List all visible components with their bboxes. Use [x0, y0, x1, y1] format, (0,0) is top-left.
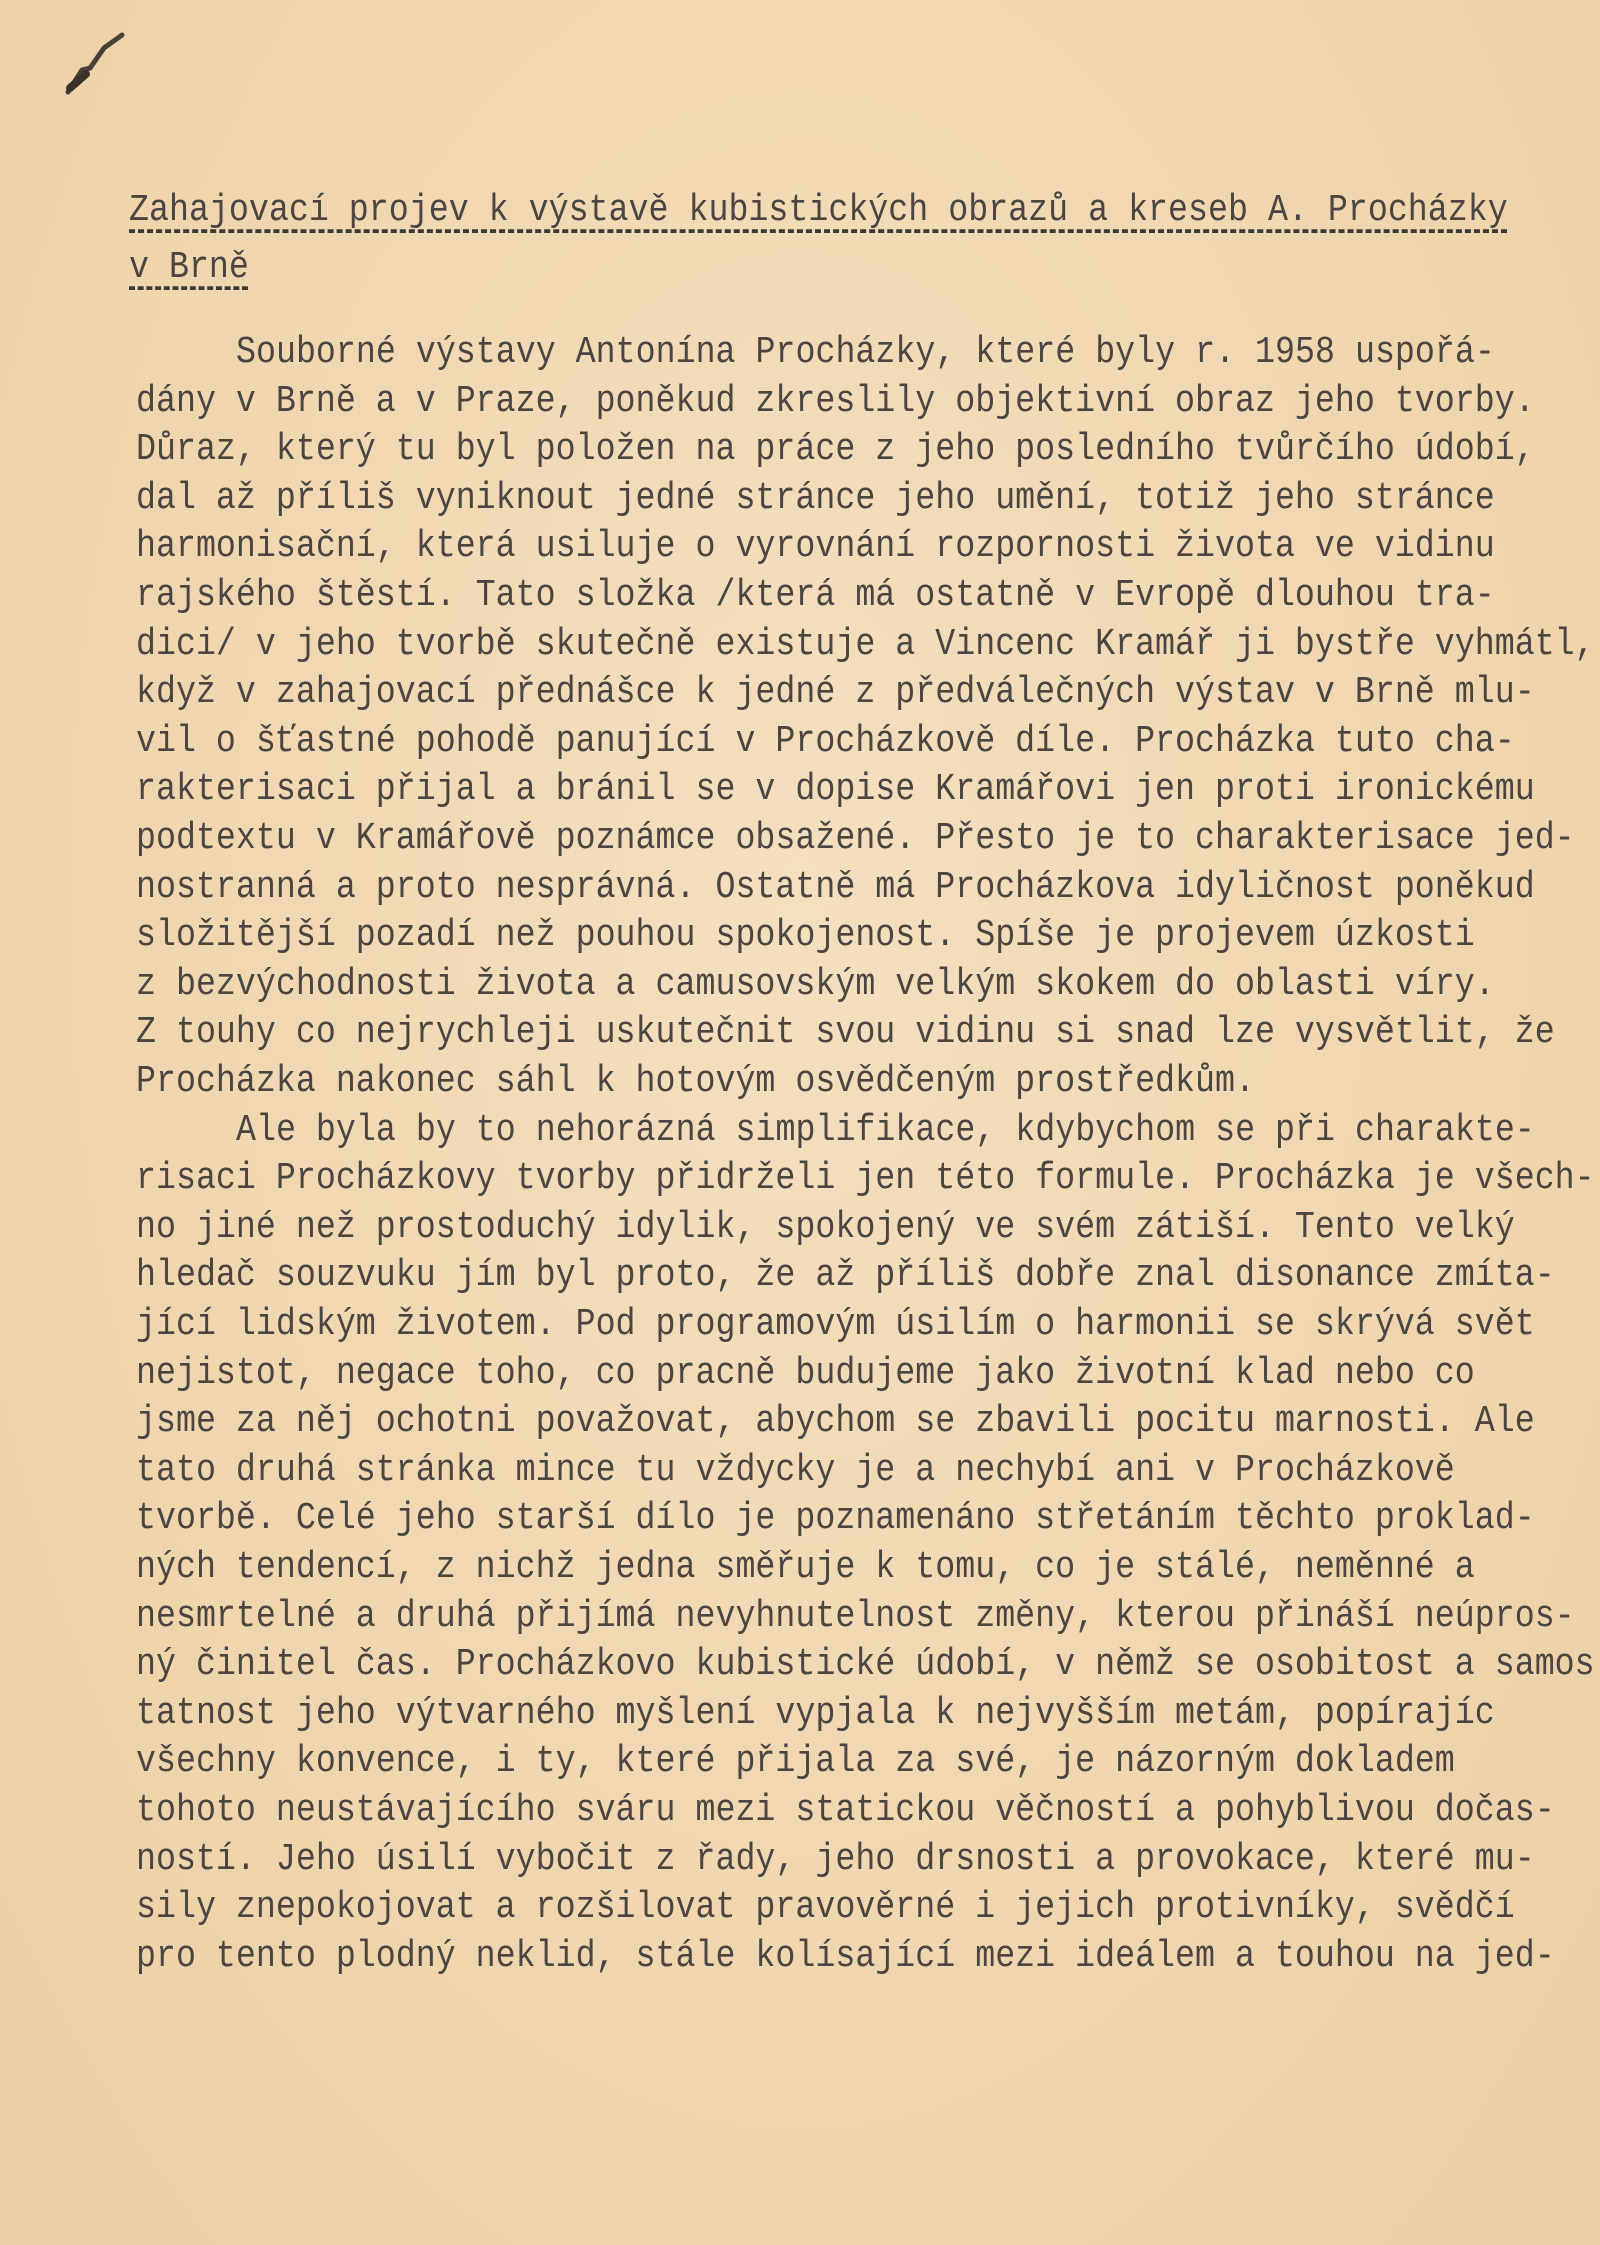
paragraph-2-line: risaci Procházkovy tvorby přidrželi jen této formule. Procházka je všech-	[136, 1156, 1595, 1200]
paragraph-2-line: pro tento plodný neklid, stále kolísající mezi ideálem a touhou na jed-	[136, 1933, 1555, 1978]
paragraph-1-line: z bezvýchodnosti života a camusovským velkým skokem do oblasti víry.	[136, 961, 1495, 1006]
paragraph-2-line: všechny konvence, i ty, které přijala za své, je názorným dokladem	[136, 1739, 1455, 1784]
paragraph-1-line: Důraz, který tu byl položen na práce z jeho posledního tvůrčího údobí,	[136, 427, 1535, 471]
paragraph-1-line: dal až příliš vyniknout jedné stránce jeho umění, totiž jeho stránce	[136, 475, 1495, 520]
pencil-mark-icon	[60, 30, 150, 105]
paragraph-2-line: no jiné než prostoduchý idylik, spokojený ve svém zátiší. Tento velký	[136, 1204, 1515, 1249]
paragraph-1-line: dány v Brně a v Praze, poněkud zkreslily objektivní obraz jeho tvorby.	[136, 378, 1535, 423]
paragraph-2-line: tatnost jeho výtvarného myšlení vypjala k nejvyšším metám, popírajíc	[136, 1690, 1495, 1735]
document-title-line-1: Zahajovací projev k výstavě kubistických obrazů a kreseb A. Procházky	[129, 188, 1508, 232]
paragraph-2-line: sily znepokojovat a rozšilovat pravověrné i jejich protivníky, svědčí	[136, 1885, 1515, 1929]
paragraph-2-line: Ale byla by to nehorázná simplifikace, kdybychom se při charakte-	[236, 1107, 1535, 1152]
paragraph-1-line: vil o šťastné pohodě panující v Procházkově díle. Procházka tuto cha-	[136, 718, 1515, 763]
paragraph-2-line: jící lidským životem. Pod programovým úsilím o harmonii se skrývá svět	[136, 1302, 1535, 1346]
paragraph-2-line: ností. Jeho úsilí vybočit z řady, jeho drsnosti a provokace, které mu-	[136, 1836, 1535, 1881]
paragraph-2-line: ný činitel čas. Procházkovo kubistické údobí, v němž se osobitost a samos	[136, 1642, 1595, 1686]
paragraph-2-line: nesmrtelné a druhá přijímá nevyhnutelnost změny, kterou přináší neúpros-	[136, 1593, 1575, 1638]
paragraph-2-line: tvorbě. Celé jeho starší dílo je poznamenáno střetáním těchto proklad-	[136, 1496, 1535, 1541]
paragraph-1-line: složitější pozadí než pouhou spokojenost. Spíše je projevem úzkosti	[136, 913, 1475, 957]
paragraph-1-line: dici/ v jeho tvorbě skutečně existuje a Vincenc Kramář ji bystře vyhmátl,	[136, 621, 1595, 666]
paragraph-2-line: tato druhá stránka mince tu vždycky je a nechybí ani v Procházkově	[136, 1447, 1455, 1492]
paragraph-1-line: podtextu v Kramářově poznámce obsažené. Přesto je to charakterisace jed-	[136, 816, 1575, 860]
paragraph-1-line: rakterisaci přijal a bránil se v dopise Kramářovi jen proti ironickému	[136, 767, 1535, 812]
paragraph-2-line: hledač souzvuku jím byl proto, že až příliš dobře znal disonance zmíta-	[136, 1253, 1555, 1298]
paragraph-1-line: nostranná a proto nesprávná. Ostatně má Procházkova idyličnost poněkud	[136, 864, 1535, 909]
paragraph-1-line: harmonisační, která usiluje o vyrovnání rozpornosti života ve vidinu	[136, 524, 1495, 569]
paragraph-1-line: Z touhy co nejrychleji uskutečnit svou vidinu si snad lze vysvětlit, že	[136, 1010, 1555, 1055]
paragraph-1-line: rajského štěstí. Tato složka /která má ostatně v Evropě dlouhou tra-	[136, 573, 1495, 617]
paragraph-2-line: tohoto neustávajícího sváru mezi statickou věčností a pohyblivou dočas-	[136, 1788, 1555, 1832]
document-title-line-2: v Brně	[129, 245, 249, 289]
paragraph-1-line: Souborné výstavy Antonína Procházky, které byly r. 1958 uspořá-	[236, 330, 1495, 374]
paragraph-2-line: ných tendencí, z nichž jedna směřuje k tomu, co je stálé, neměnné a	[136, 1545, 1475, 1589]
paragraph-1-line: když v zahajovací přednášce k jedné z předválečných výstav v Brně mlu-	[136, 670, 1535, 714]
paragraph-2-line: nejistot, negace toho, co pracně budujeme jako životní klad nebo co	[136, 1350, 1475, 1395]
paragraph-1-line: Procházka nakonec sáhl k hotovým osvědčeným prostředkům.	[136, 1059, 1255, 1103]
paragraph-2-line: jsme za něj ochotni považovat, abychom se zbavili pocitu marnosti. Ale	[136, 1399, 1535, 1443]
